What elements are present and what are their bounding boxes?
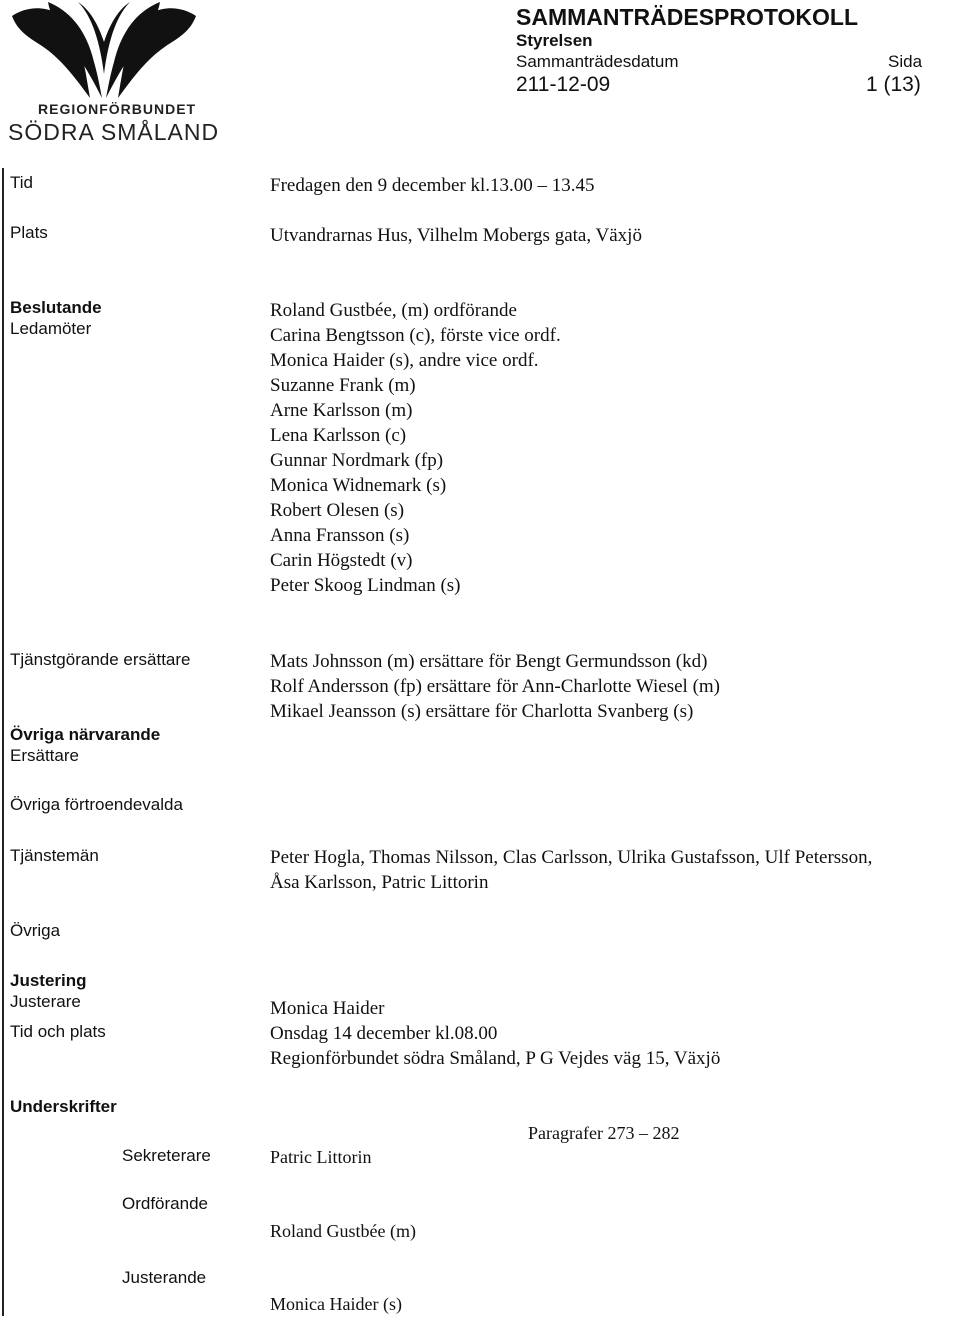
label-beslutande: Beslutande [10, 298, 102, 317]
label-ovriga: Övriga [10, 921, 61, 940]
list-item: Arne Karlsson (m) [270, 400, 413, 421]
ledamoter-list [270, 298, 561, 598]
label-sekreterare: Sekreterare [122, 1146, 211, 1165]
meeting-date: 211-12-09 [516, 73, 611, 96]
list-item: Suzanne Frank (m) [270, 375, 416, 396]
signature-sekreterare: Patric Littorin [270, 1147, 372, 1167]
list-item: Mats Johnsson (m) ersättare för Bengt Germundsson (kd) [270, 651, 708, 672]
meeting-place: Utvandrarnas Hus, Vilhelm Mobergs gata, Växjö [270, 225, 642, 246]
label-ordforande: Ordförande [122, 1194, 208, 1213]
list-item: Mikael Jeansson (s) ersättare för Charlotta Svanberg (s) [270, 701, 694, 722]
label-justering: Justering [10, 971, 87, 990]
label-tid-och-plats: Tid och plats [10, 1022, 106, 1041]
label-tjanstgorande: Tjänstgörande ersättare [10, 650, 191, 669]
label-ovriga-fortroendevalda: Övriga förtroendevalda [10, 795, 183, 814]
list-item: Roland Gustbée, (m) ordförande [270, 300, 517, 321]
body-name: Styrelsen [516, 31, 593, 50]
label-tjansteman: Tjänstemän [10, 846, 99, 865]
margin-rule [2, 168, 4, 1316]
label-tid: Tid [10, 173, 33, 192]
label-ledamoter: Ledamöter [10, 319, 92, 338]
page-label: Sida [888, 52, 923, 71]
justerare-name: Monica Haider [270, 998, 385, 1019]
list-item: Carina Bengtsson (c), förste vice ordf. [270, 325, 561, 346]
label-justerande: Justerande [122, 1268, 207, 1287]
document-title: SAMMANTRÄDESPROTOKOLL [516, 4, 859, 30]
logo-emblem-icon [8, 2, 200, 102]
label-ersattare: Ersättare [10, 746, 79, 765]
label-ovriga-narvarande: Övriga närvarande [10, 725, 161, 744]
page-number: 1 (13) [866, 73, 921, 96]
meeting-date-label: Sammanträdesdatum [516, 52, 679, 71]
org-name-line2: SÖDRA SMÅLAND [8, 119, 220, 145]
label-justerare: Justerare [10, 992, 81, 1011]
list-item: Gunnar Nordmark (fp) [270, 450, 444, 471]
tjansteman-line1: Peter Hogla, Thomas Nilsson, Clas Carlsson, Ulrika Gustafsson, Ulf Petersson, [270, 847, 873, 868]
list-item: Peter Skoog Lindman (s) [270, 575, 461, 596]
tjansteman-line2: Åsa Karlsson, Patric Littorin [270, 872, 489, 893]
list-item: Carin Högstedt (v) [270, 550, 413, 571]
label-underskrifter: Underskrifter [10, 1097, 117, 1116]
signature-ordforande: Roland Gustbée (m) [270, 1221, 416, 1241]
ersattare-list [270, 649, 720, 724]
list-item: Monica Haider (s), andre vice ordf. [270, 350, 539, 371]
list-item: Monica Widnemark (s) [270, 475, 447, 496]
list-item: Rolf Andersson (fp) ersättare för Ann-Charlotte Wiesel (m) [270, 676, 721, 697]
signature-justerande: Monica Haider (s) [270, 1294, 402, 1314]
logo [8, 2, 220, 148]
org-name-line1: REGIONFÖRBUNDET [38, 101, 197, 117]
justering-place: Regionförbundet södra Småland, P G Vejdes väg 15, Växjö [270, 1048, 721, 1069]
paragraph-range: Paragrafer 273 – 282 [528, 1123, 680, 1143]
list-item: Lena Karlsson (c) [270, 425, 407, 446]
label-plats: Plats [10, 223, 48, 242]
meeting-time: Fredagen den 9 december kl.13.00 – 13.45 [270, 175, 595, 196]
justering-time: Onsdag 14 december kl.08.00 [270, 1023, 498, 1044]
list-item: Robert Olesen (s) [270, 500, 405, 521]
list-item: Anna Fransson (s) [270, 525, 410, 546]
